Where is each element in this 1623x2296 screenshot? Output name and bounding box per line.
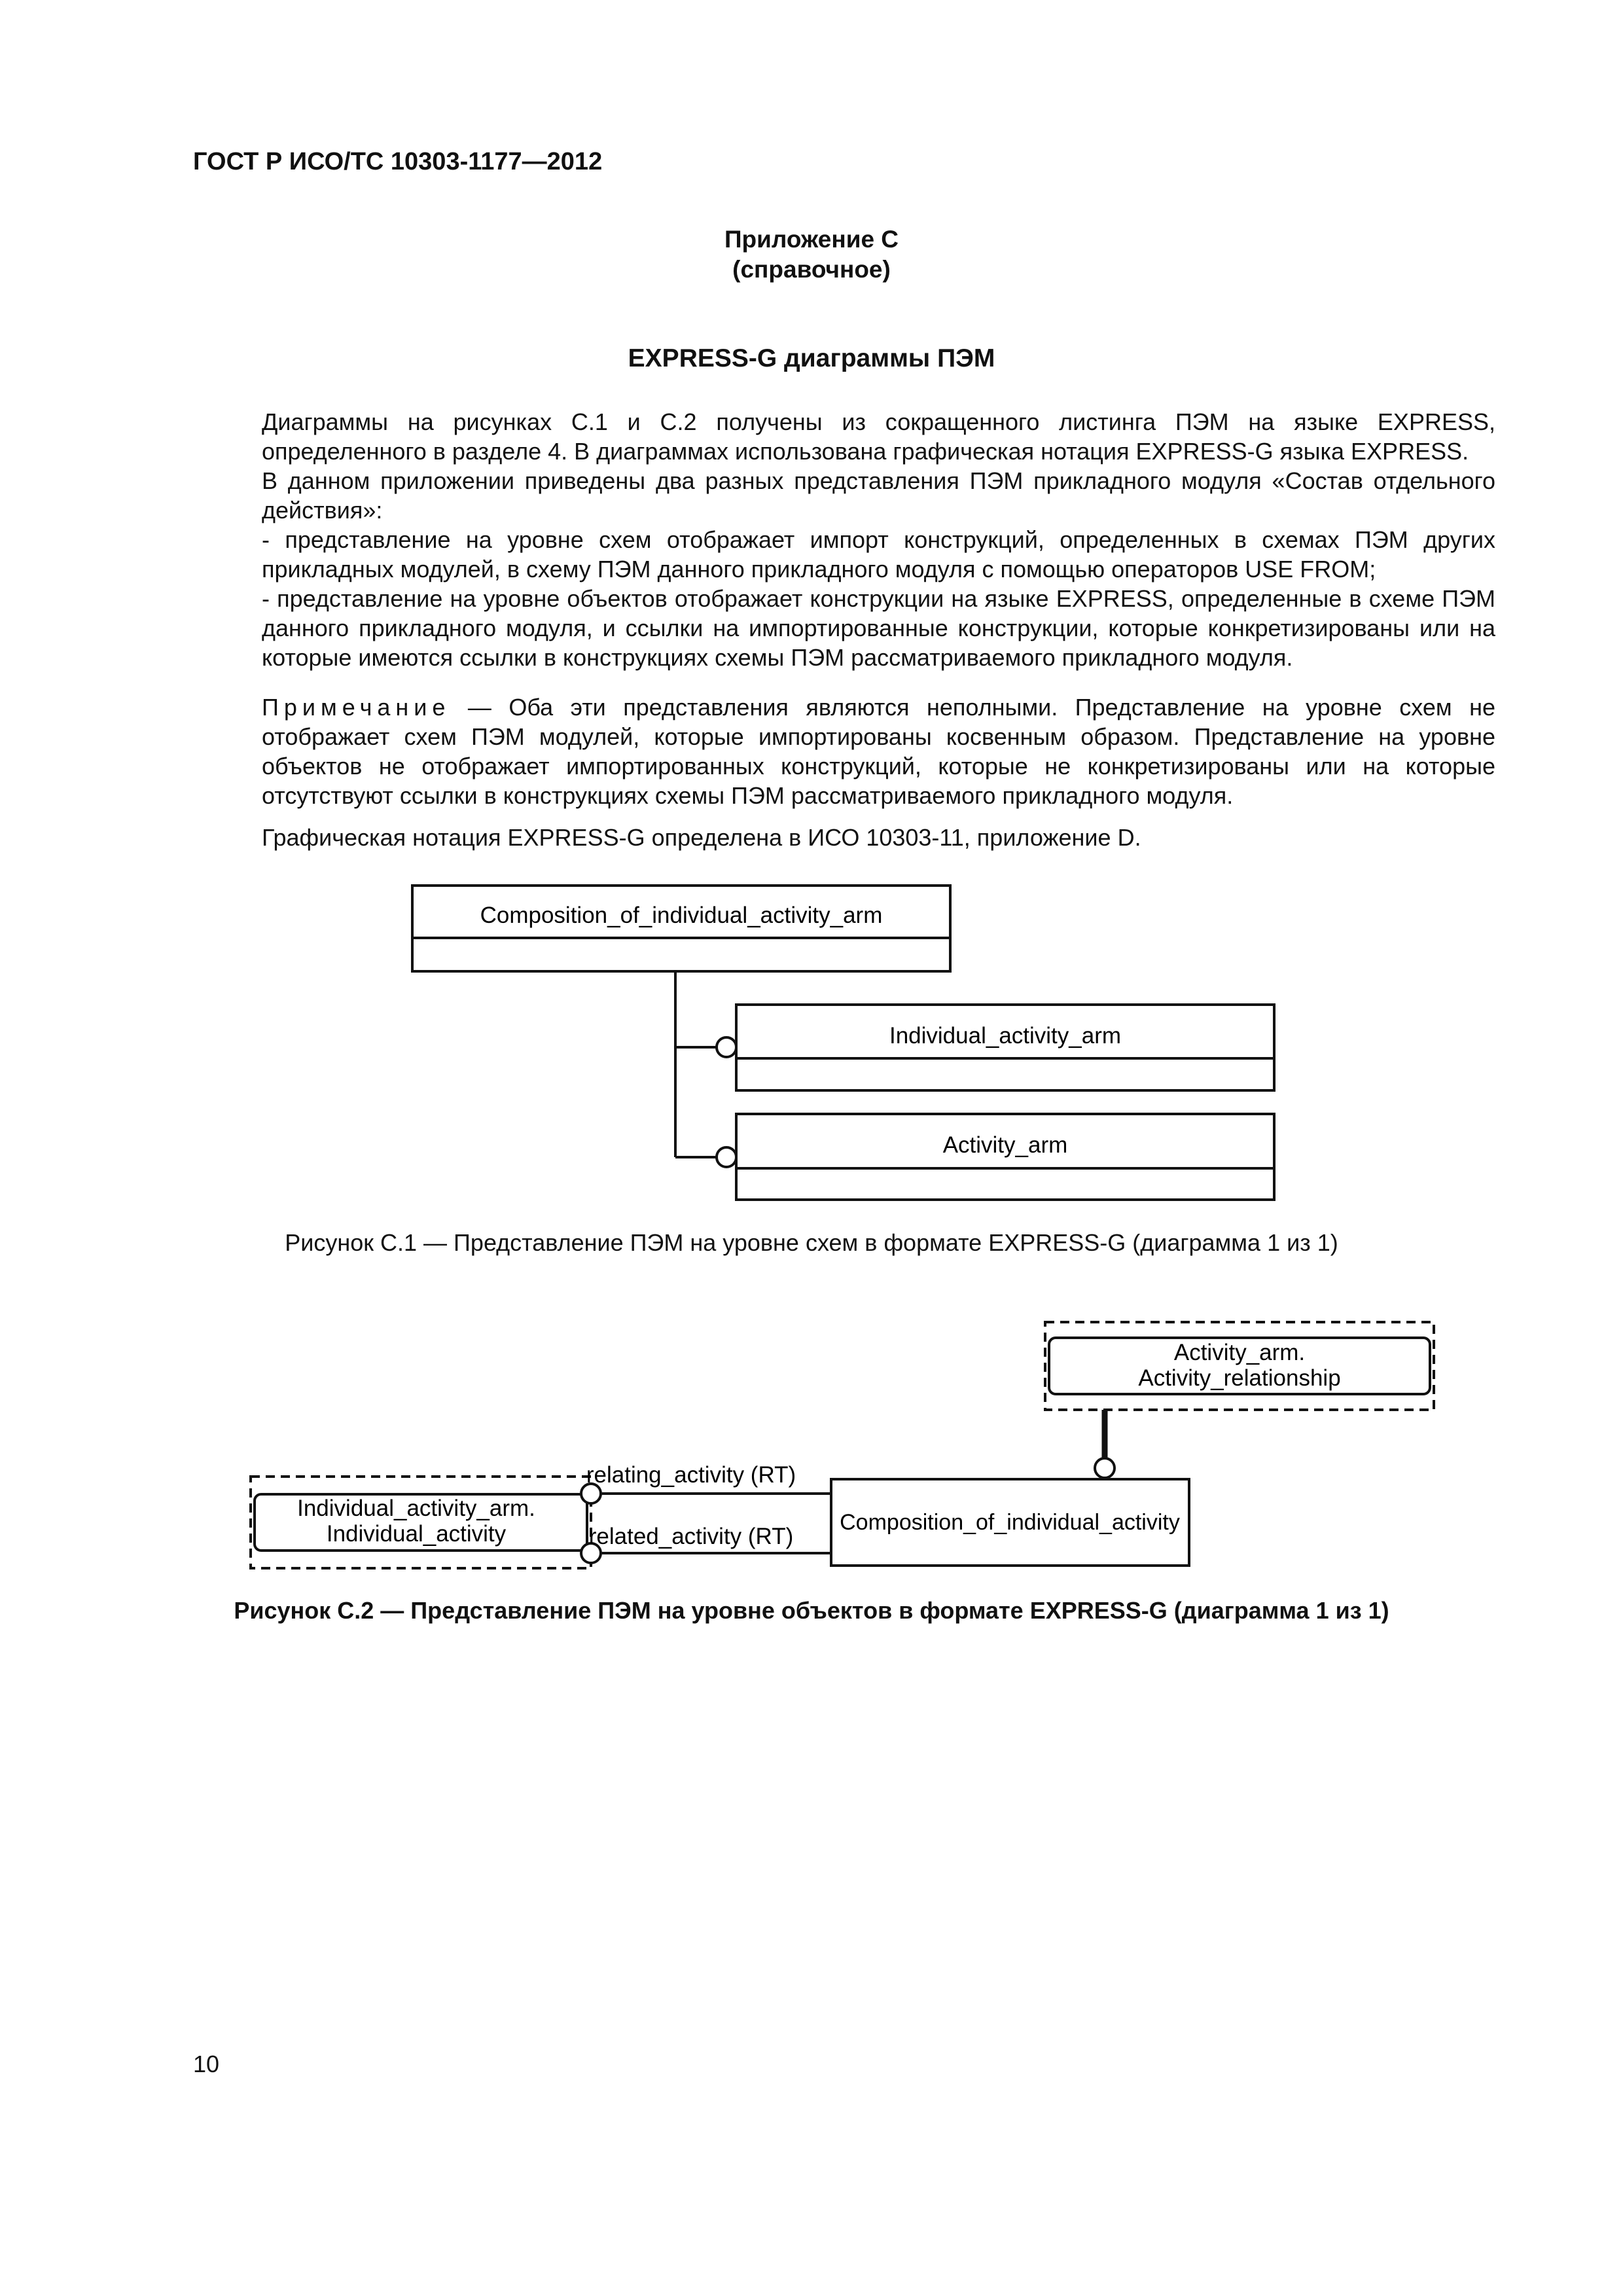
attr-relating-label: relating_activity (RT): [586, 1462, 796, 1488]
note: [193, 692, 1495, 810]
notation-paragraph: [193, 823, 1495, 852]
ref-left-line-2: Individual_activity: [326, 1521, 507, 1547]
appendix-subtitle: (справочное): [732, 256, 891, 283]
ref-top-line-1: Activity_arm.: [1173, 1340, 1306, 1365]
note-label: Примечание: [262, 694, 451, 721]
figure-c1-caption: Рисунок С.1 — Представление ПЭМ на уровне схем в формате EXPRESS-G (диаграмма 1 из 1): [285, 1229, 1338, 1256]
main-schema-label: Composition_of_individual_activity_arm: [480, 903, 883, 928]
link-circle-1-icon: [717, 1037, 736, 1057]
attr-related-label: related_activity (RT): [588, 1524, 794, 1549]
supertype-circle-icon: [1095, 1458, 1115, 1478]
appendix-title: Приложение С: [724, 226, 899, 253]
paragraph-2: В данном приложении приведены два разных представления ПЭМ прикладного модуля «Состав отдельного действия»:: [262, 467, 1495, 524]
figure-c2-diagram: [0, 1309, 1623, 1584]
link-circle-2-icon: [717, 1147, 736, 1167]
main-schema-box: [412, 886, 950, 971]
page-number: 10: [193, 2051, 220, 2077]
note-text: — Оба эти представления являются неполными. Представление на уровне схем не отображает схем ПЭМ модулей, которые импортированы косвенным образом. Представление на уровне объектов не отображает импортированных конструкций, которые не конкретизированы или на которые отсутствуют ссылки в конструкциях схемы ПЭМ рассматриваемого прикладного модуля.: [262, 694, 1495, 809]
figure-c1-diagram: [0, 870, 1623, 1217]
ref-left-line-1: Individual_activity_arm.: [297, 1496, 535, 1521]
ref-top-line-2: Activity_relationship: [1138, 1365, 1341, 1391]
schema-link-1: [675, 971, 726, 1047]
schema-2-label: Activity_arm: [942, 1132, 1068, 1158]
paragraph-4: - представление на уровне объектов отображает конструкции на языке EXPRESS, определенные в схеме ПЭМ данного прикладного модуля, и ссылки на импортированные конструкции, которые конкретизированы или на которые имеются ссылки в конструкциях схемы ПЭМ рассматриваемого прикладного модуля.: [262, 585, 1495, 671]
document-header: ГОСТ Р ИСО/ТС 10303-1177—2012: [193, 148, 603, 175]
paragraph-1: Диаграммы на рисунках С.1 и С.2 получены из сокращенного листинга ПЭМ на языке EXPRESS, определенного в разделе 4. В диаграммах использована графическая нотация EXPRESS-G языка EXPRESS.: [262, 408, 1495, 465]
schema-1-label: Individual_activity_arm: [889, 1023, 1122, 1049]
entity-label: Composition_of_individual_activity: [840, 1510, 1180, 1535]
notation-text: Графическая нотация EXPRESS-G определена в ИСО 10303-11, приложение D.: [262, 824, 1141, 851]
paragraph-3: - представление на уровне схем отображает импорт конструкций, определенных в схемах ПЭМ других прикладных модулей, в схему ПЭМ данного прикладного модуля с помощью операторов USE FROM;: [262, 526, 1495, 583]
section-title: EXPRESS-G диаграммы ПЭМ: [628, 344, 995, 372]
figure-c2-caption: Рисунок С.2 — Представление ПЭМ на уровне объектов в формате EXPRESS-G (диаграмма 1 из 1): [234, 1597, 1389, 1624]
body-text: [193, 407, 1495, 672]
